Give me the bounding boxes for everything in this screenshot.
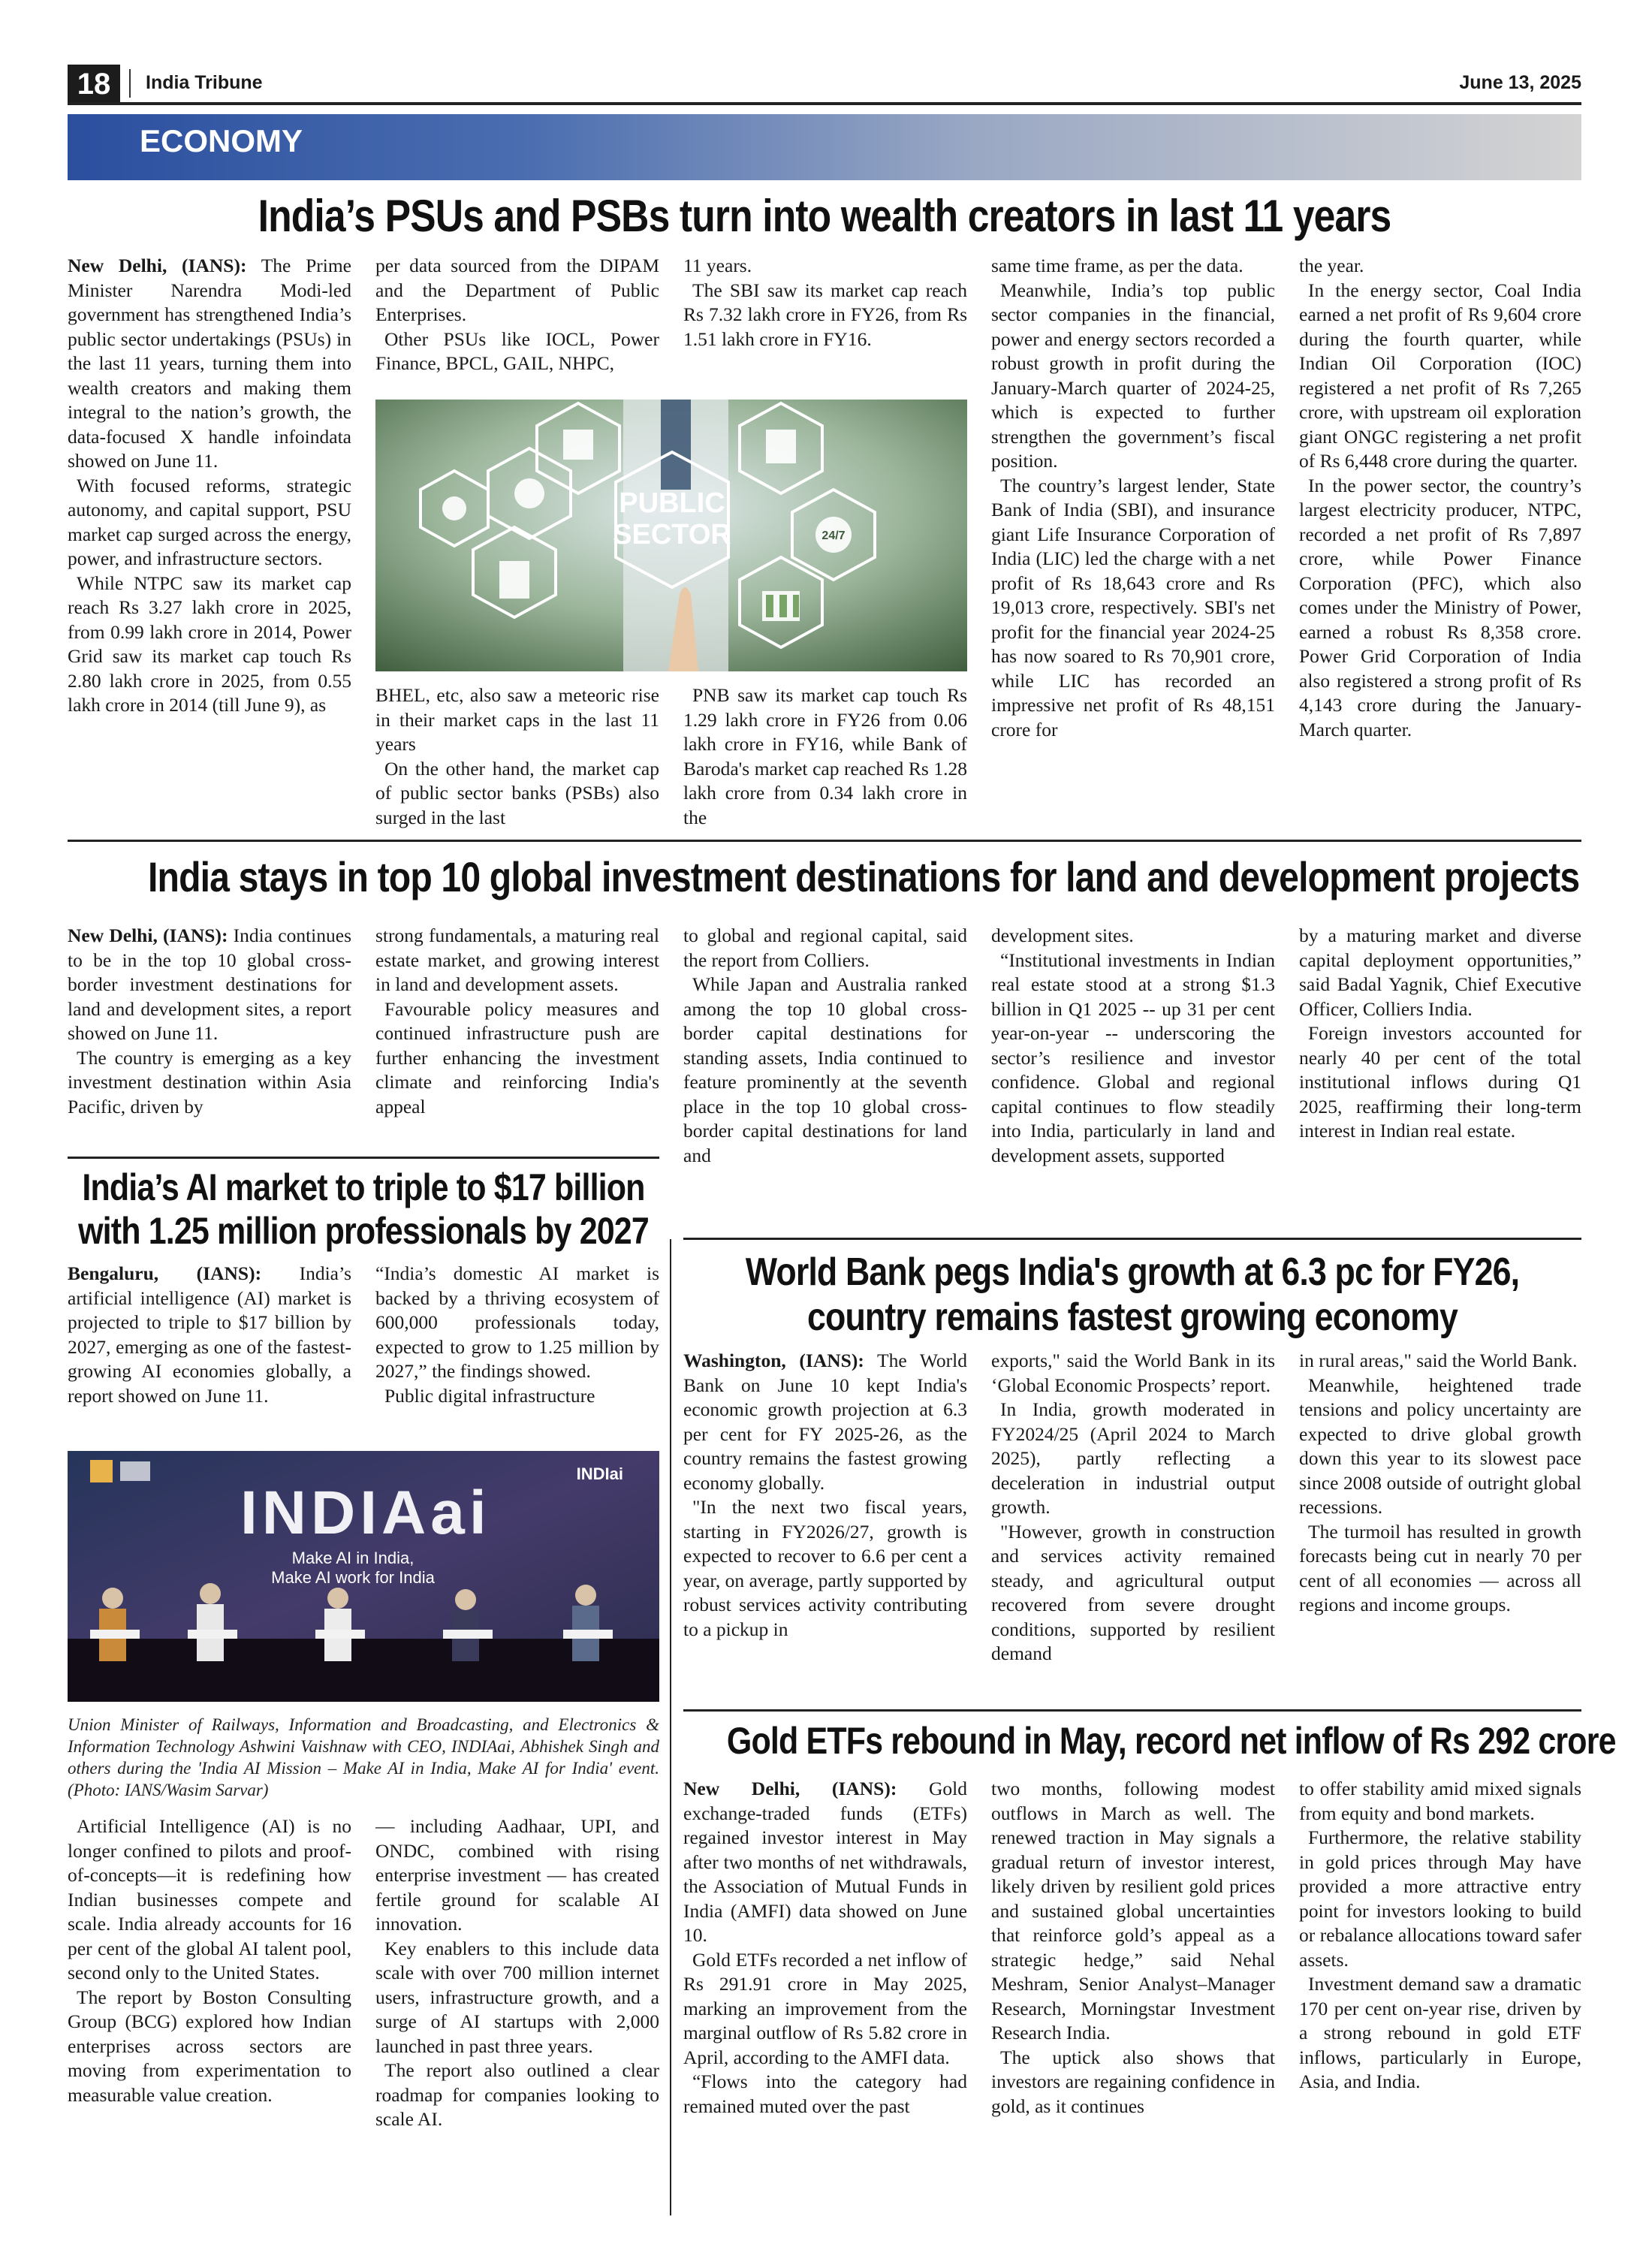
article2-col5: by a maturing market and diverse capital deployment opportunities,” said Badal Yagnik, Chief Executive Officer, Colliers India. Foreign investors accounted for nearly 40 per cent of the total institutional inflows during Q1 2025, reaffirming their long-term interest in Indian real estate. — [1299, 924, 1581, 1142]
article2-col3: to global and regional capital, said the report from Colliers. While Japan and Australia ranked among the top 10 global cross-border capital destinations for standing assets, India continued to feature prominently at the seventh place in the top 10 global cross-border capital destinations for land and — [683, 924, 967, 1166]
indiaai-event-photo — [68, 1451, 659, 1702]
photo-caption: Union Minister of Railways, Information and Broadcasting, and Electronics & Information Technology Ashwini Vaishnaw with CEO, INDIAai, Abhishek Singh and others during the 'India AI Mission – Make AI in India, Make AI for India' event. (Photo: IANS/Wasim Sarvar) — [68, 1715, 659, 1799]
article4-col1: Washington, (IANS): The World Bank on June 10 kept India's economic growth projection at 6.3 per cent for FY 2025-26, as the country remains the fastest growing economy globally. "In the next two fiscal years, starting in FY2026/27, growth is expected to recover to 6.6 per cent a year, on average, partly supported by robust services activity contributing to a pickup in — [683, 1350, 967, 1640]
issue-date: June 13, 2025 — [1459, 72, 1581, 93]
article5-dateline: New Delhi, (IANS): — [683, 1778, 897, 1799]
article3-col2-bottom: — including Aadhaar, UPI, and ONDC, combined with rising enterprise investment — has created fertile ground for scalable AI innovation. Key enablers to this include data scale with over 700 million internet users, infrastructure growth, and a surge of AI startups with 2,000 launched in past three years. The report also outlined a clear roadmap for companies looking to scale AI. — [375, 1815, 659, 2130]
article1-col1: New Delhi, (IANS): The Prime Minister Narendra Modi-led government has strengthened India’s public sector undertakings (PSUs) in the last 11 years, turning them into wealth creators and making them integral to the nation’s growth, the data-focused X handle infoindata showed on June 11. With focused reforms, strategic autonomy, and capital support, PSU market cap surged across the energy, power, and infrastructure sectors. While NTPC saw its market cap reach Rs 3.27 lakh crore in 2025, from 0.99 lakh crore in 2014, Power Grid saw its market cap touch Rs 2.80 lakh crore in 2025, from 0.55 lakh crore in 2014 (till June 9), as — [68, 255, 351, 716]
article1-dateline: New Delhi, (IANS): — [68, 255, 247, 276]
article5-col1: New Delhi, (IANS): Gold exchange-traded funds (ETFs) regained investor interest in May after two months of net withdrawals, the Association of Mutual Funds in India (AMFI) data showed on June 10. Gold ETFs recorded a net inflow of Rs 291.91 crore in May 2025, marking an improvement from the marginal outflow of Rs 5.82 crore in April, according to the AMFI data. “Flows into the category had remained muted over the past — [683, 1778, 967, 2117]
article2-col4: development sites. “Institutional investments in Indian real estate stood at a strong $1.3 billion in Q1 2025 -- up 31 per cent year-on-year -- underscoring the sector’s resilience and investor confidence. Global and regional capital continues to flow steadily into India, particularly in land and development assets, supported — [991, 924, 1275, 1166]
article5-col3: to offer stability amid mixed signals from equity and bond markets. Furthermore, the relative stability in gold prices through May have provided a more attractive entry point for investors looking to build or rebalance allocations toward safer assets. Investment demand saw a dramatic 170 per cent on-year rise, driven by a strong rebound in gold ETF inflows, particularly in Europe, Asia, and India. — [1299, 1778, 1581, 2092]
article1-col4: same time frame, as per the data. Meanwhile, India’s top public sector companies in the financial, power and energy sectors recorded a robust growth in profit during the January-March quarter of 2024-25, which is expected to further strengthen the government’s fiscal position. The country’s largest lender, State Bank of India (SBI), and insurance giant Life Insurance Corporation of India (LIC) led the charge with a net profit of Rs 18,643 crore and Rs 19,013 crore, respectively. SBI's net profit for the financial year 2024-25 has now soared to Rs 70,901 crore, while LIC has recorded an impressive net profit of Rs 48,151 crore for — [991, 255, 1275, 740]
section-title: ECONOMY — [140, 123, 303, 158]
article3-headline-line2: with 1.25 million professionals by 2027 — [78, 1210, 649, 1252]
masthead-rule — [68, 102, 1581, 105]
article4-headline-line2: country remains fastest growing economy — [806, 1295, 1458, 1339]
public-sector-image — [375, 400, 967, 671]
masthead-divider — [129, 69, 131, 98]
article3-dateline: Bengaluru, (IANS): — [68, 1262, 262, 1284]
image-logo: INDIAai — [240, 1479, 491, 1547]
page-number: 18 — [77, 68, 111, 101]
article4-col3: in rural areas," said the World Bank. Meanwhile, heightened trade tensions and policy uncertainty are expected to drive global growth down this year to its slowest pace since 2008 outside of outright global recessions. The turmoil has resulted in growth forecasts being cut in nearly 70 per cent of all economies — across all regions and income groups. — [1299, 1350, 1581, 1615]
article3-col2: “India’s domestic AI market is backed by a thriving ecosystem of 600,000 professionals today, expected to grow to 1.25 million by 2027,” the findings showed. Public digital infrastructure — [375, 1262, 659, 1407]
paper-name: India Tribune — [146, 72, 263, 93]
article2-col1: New Delhi, (IANS): India continues to be in the top 10 global cross-border investment destinations for land and development sites, a report showed on June 11. The country is emerging as a key investment destination within Asia Pacific, driven by — [68, 924, 351, 1117]
article4-headline-line1: World Bank pegs India's growth at 6.3 pc for FY26, — [745, 1250, 1520, 1294]
article2-col2: strong fundamentals, a maturing real estate market, and growing interest in land and development assets. Favourable policy measures and continued infrastructure push are further enhancing the investment climate and reinforcing India's appeal — [375, 924, 659, 1117]
article2-headline: India stays in top 10 global investment destinations for land and development projects — [148, 853, 1580, 900]
image-text-public: PUBLIC — [619, 487, 725, 519]
vertical-divider — [670, 1239, 671, 2215]
article5-headline: Gold ETFs rebound in May, record net inflow of Rs 292 crore — [726, 1720, 1616, 1762]
article1-col3-top: 11 years. The SBI saw its market cap reach Rs 7.32 lakh crore in FY26, from Rs 1.51 lakh crore in FY16. — [683, 255, 967, 350]
article1-col5: the year. In the energy sector, Coal India earned a net profit of Rs 9,604 crore during the fourth quarter, while Indian Oil Corporation (IOC) registered a net profit of Rs 7,265 crore, with upstream oil exploration giant ONGC registering a net profit of Rs 6,448 crore during the quarter. In the power sector, the country’s largest electricity producer, NTPC, recorded a net profit of Rs 7,897 crore, while Power Finance Corporation (PFC), which also comes under the Ministry of Power, earned a robust Rs 8,358 crore. Power Grid Corporation of India also registered a strong profit of Rs 4,143 crore during the January-March quarter. — [1299, 255, 1581, 740]
image-text-sector: SECTOR — [613, 519, 731, 550]
image-brand: INDIai — [576, 1464, 623, 1483]
article1-headline: India’s PSUs and PSBs turn into wealth creators in last 11 years — [258, 191, 1391, 241]
article3-col1: Bengaluru, (IANS): India’s artificial intelligence (AI) market is projected to triple to $17 billion by 2027, emerging as one of the fastest-growing AI economies globally, a report showed on June 11. — [68, 1262, 351, 1407]
article3-headline-line1: India’s AI market to triple to $17 billion — [82, 1166, 645, 1208]
article4-dateline: Washington, (IANS): — [683, 1350, 864, 1371]
article1-col2-top: per data sourced from the DIPAM and the Department of Public Enterprises. Other PSUs like IOCL, Power Finance, BPCL, GAIL, NHPC, — [375, 255, 659, 374]
image-text-247: 24/7 — [821, 529, 846, 542]
article1-col2-bottom: BHEL, etc, also saw a meteoric rise in their market caps in the last 11 years On the other hand, the market cap of public sector banks (PSBs) also surged in the last — [375, 684, 659, 828]
article3-col1-bottom: Artificial Intelligence (AI) is no longer confined to pilots and proof-of-concepts—it is redefining how Indian businesses compete and scale. India already accounts for 16 per cent of the global AI talent pool, second only to the United States. The report by Boston Consulting Group (BCG) explored how Indian enterprises across sectors are moving from experimentation to measurable value creation. — [68, 1815, 351, 2106]
article5-top-rule — [683, 1709, 1581, 1712]
article4-top-rule — [683, 1238, 1581, 1240]
image-tagline1: Make AI in India, — [291, 1549, 415, 1567]
article1-bottom-rule — [68, 840, 1581, 842]
article2-dateline: New Delhi, (IANS): — [68, 924, 228, 946]
article4-col2: exports," said the World Bank in its ‘Global Economic Prospects’ report. In India, growth moderated in FY2024/25 (April 2024 to March 2025), partly reflecting a deceleration in industrial output growth. "However, growth in construction and services activity remained steady, and agricultural output recovered from severe drought conditions, supported by resilient demand — [991, 1350, 1275, 1664]
article1-col3-bottom: PNB saw its market cap touch Rs 1.29 lakh crore in FY26 from 0.06 lakh crore in FY16, while Bank of Baroda's market cap reached Rs 1.28 lakh crore from 0.34 lakh crore in the — [683, 684, 967, 828]
article3-top-rule — [68, 1157, 659, 1159]
article5-col2: two months, following modest outflows in March as well. The renewed traction in May signals a gradual return of investor interest, likely driven by resilient gold prices and sustained global uncertainties that reinforce gold’s appeal as a strategic hedge,” said Nehal Meshram, Senior Analyst–Manager Research, Morningstar Investment Research India. The uptick also shows that investors are regaining confidence in gold, as it continues — [991, 1778, 1275, 2117]
image-tagline2: Make AI work for India — [271, 1568, 435, 1587]
